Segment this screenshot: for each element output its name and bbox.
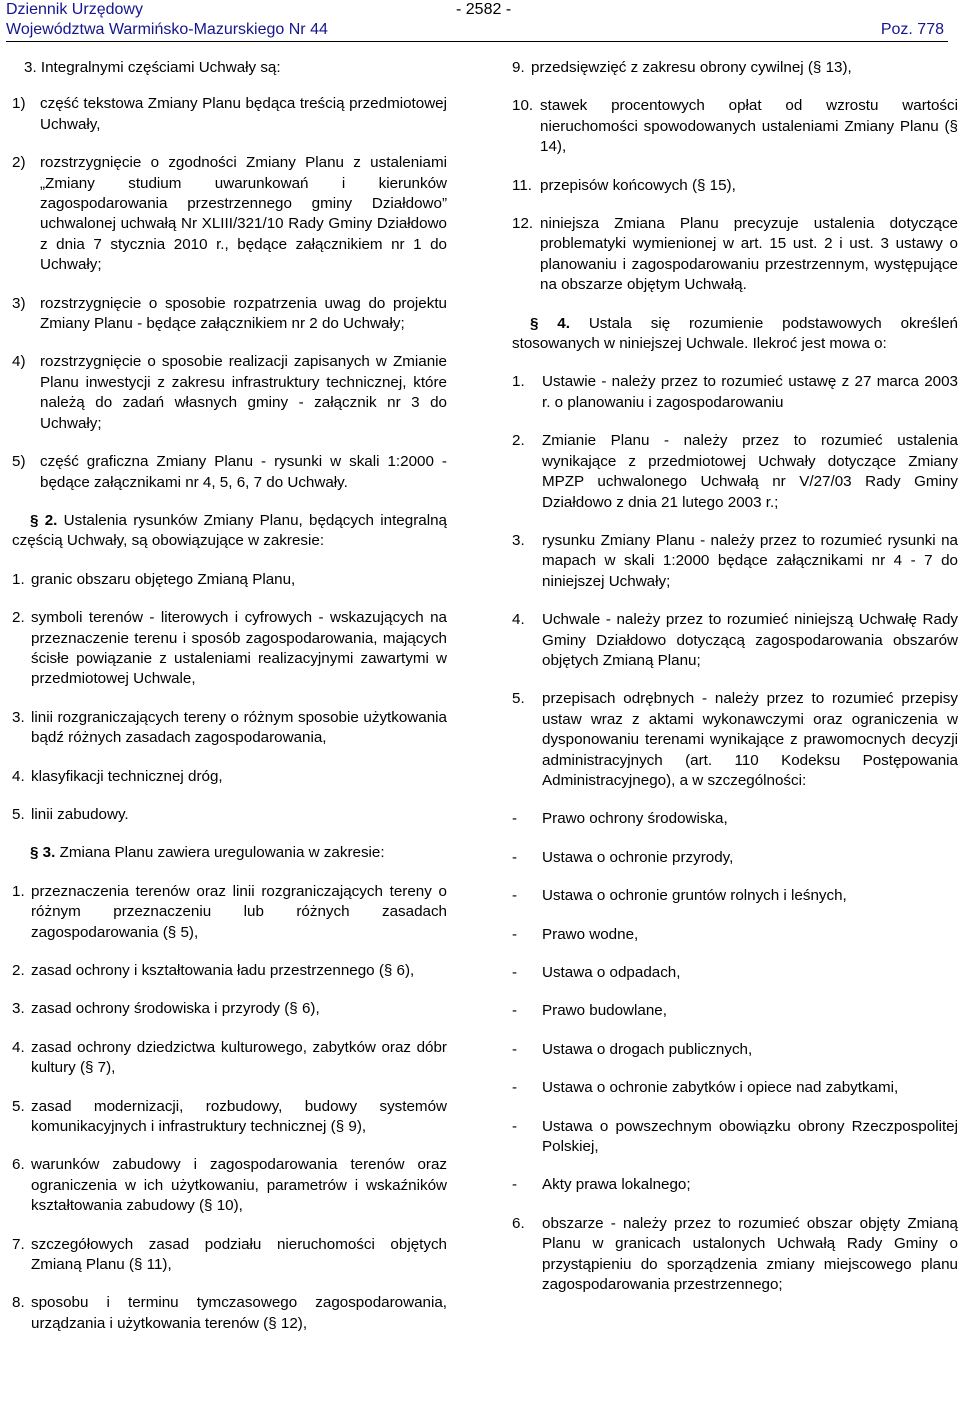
item-text: część graficzna Zmiany Planu - rysunki w skali 1:2000 - będące załącznikami nr 4, 5, 6, 7 do Uchwały. (40, 453, 447, 491)
list-item (12, 961, 447, 981)
item-number: 10. (512, 97, 534, 115)
item-text: sposobu i terminu tymczasowego zagospodarowania, urządzania i użytkowania terenów (§ 12), (31, 1294, 447, 1332)
act-name: Ustawa o odpadach, (542, 964, 681, 981)
item-text: Uchwale - należy przez to rozumieć niniejszą Uchwałę Rady Gminy Działdowo dotyczącą zagospodarowania obszarów objętych Zmianą Planu; (542, 611, 958, 669)
act-list-item (512, 1078, 958, 1098)
act-name: Prawo budowlane, (542, 1002, 667, 1020)
list-item (512, 689, 958, 791)
item-number: 12. (512, 215, 534, 233)
item-number: 4) (12, 353, 26, 371)
item-number: 1. (512, 373, 525, 391)
act-name: Prawo wodne, (542, 925, 639, 943)
act-name: Ustawa o ochronie przyrody, (542, 848, 734, 866)
item-text: zasad ochrony dziedzictwa kulturowego, zabytków oraz dóbr kultury (§ 7), (31, 1038, 447, 1077)
item-number: 5. (12, 1097, 25, 1115)
page-number: - 2582 - (456, 1, 512, 18)
item-number: 3. (12, 708, 25, 726)
item-number: 3. (12, 1000, 25, 1018)
list-item (12, 1097, 447, 1138)
item-text: rozstrzygnięcie o sposobie realizacji zapisanych w Zmianie Planu inwestycji z zakresu infrastruktury technicznej, które należą do zadań własnych gminy - załącznik nr 3 do Uchwały; (40, 353, 447, 432)
item-text: część tekstowa Zmiany Planu będąca treścią przedmiotowej Uchwały, (40, 95, 447, 133)
item-text: rozstrzygnięcie o zgodności Zmiany Planu z ustaleniami „Zmiany studium uwarunkowań i kierunków zagospodarowania przestrzennego gminy Działdowo” uchwalonej uchwałą Nr XLIII/321/10 Rady Gminy Działdowo z dnia 7 stycznia 2010 r., będące załącznikiem nr 1 do Uchwały; (40, 154, 447, 274)
item-text: warunków zabudowy i zagospodarowania terenów oraz ograniczenia w ich użytkowaniu, parametrów i wskaźników kształtowania zabudowy (§ 10), (31, 1156, 447, 1215)
item-text: przepisach odrębnych - należy przez to rozumieć przepisy ustaw wraz z aktami wykonawczymi oraz ograniczenia w dysponowaniu terenami wynikające z prawomocnych decyzji administracyjnych (art. 110 Kodeksu Postępowania Administracyjnego), a w szczególności: (542, 690, 958, 789)
item-number: 5. (12, 805, 25, 823)
item-number: 4. (12, 767, 25, 785)
section-number: § 3. (30, 844, 56, 862)
item-text: Zmianie Planu - należy przez to rozumieć ustalenia wynikające z przedmiotowej Uchwały dotyczące Zmiany MPZP uchwalonego Uchwałą nr V/27/03 Rady Gminy Działdowo z dnia 21 lutego 2003 r.; (542, 432, 958, 511)
item-text: zasad ochrony i kształtowania ładu przestrzennego (§ 6), (31, 962, 415, 979)
item-text: granic obszaru objętego Zmianą Planu, (31, 570, 296, 588)
section-text: Ustala się rozumienie podstawowych określeń stosowanych w niniejszej Uchwale. Ilekroć jest mowa o: (512, 314, 958, 353)
act-list-item (512, 963, 958, 983)
dash-bullet: - (512, 1079, 518, 1097)
act-name: Ustawa o drogach publicznych, (542, 1040, 753, 1058)
item-text: linii zabudowy. (31, 805, 129, 823)
list-item (512, 1214, 958, 1296)
act-list-item (512, 848, 958, 868)
list-item (512, 531, 958, 592)
parts-intro: 3. Integralnymi częściami Uchwały są: (24, 59, 281, 76)
item-number: 3. (512, 531, 525, 549)
section-2 (12, 511, 447, 552)
item-text: symboli terenów - literowych i cyfrowych - wskazujących na przeznaczenie terenu i sposób zagospodarowania, mających ścisłe powiązanie z ustaleniami realizacyjnymi zawartymi w przedmiotowej Uchwale, (31, 609, 447, 688)
act-list-item (512, 1001, 958, 1021)
item-number: 11. (512, 176, 532, 194)
act-name: Ustawa o powszechnym obowiązku obrony Rzeczpospolitej Polskiej, (542, 1117, 958, 1156)
list-item (12, 708, 447, 749)
item-number: 6. (12, 1156, 25, 1174)
item-number: 1. (12, 570, 25, 588)
item-text: przepisów końcowych (§ 15), (540, 176, 736, 194)
list-item (12, 608, 447, 690)
list-item (12, 570, 447, 590)
item-text: Ustawie - należy przez to rozumieć ustawę z 27 marca 2003 r. o planowaniu i zagospodarowaniu (542, 373, 958, 411)
item-text: rozstrzygnięcie o sposobie rozpatrzenia uwag do projektu Zmiany Planu - będące załącznikiem nr 2 do Uchwały; (40, 294, 447, 333)
act-name: Ustawa o ochronie zabytków i opiece nad zabytkami, (542, 1079, 899, 1097)
dash-bullet: - (512, 925, 518, 943)
dash-bullet: - (512, 1117, 518, 1135)
item-text: szczegółowych zasad podziału nieruchomości objętych Zmianą Planu (§ 11), (31, 1235, 447, 1274)
item-number: 2. (12, 609, 25, 627)
item-number: 5) (12, 453, 26, 471)
item-number: 1) (12, 95, 26, 113)
item-number: 2. (512, 432, 525, 450)
act-list-item (512, 809, 958, 829)
list-item (12, 1155, 447, 1216)
item-number: 1. (12, 882, 25, 900)
item-text: stawek procentowych opłat od wzrostu wartości nieruchomości spowodowanych ustaleniami Zmiany Planu (§ 14), (540, 97, 958, 156)
list-item (12, 882, 447, 943)
list-item (512, 176, 958, 196)
item-text: linii rozgraniczających tereny o różnym sposobie użytkowania bądź różnych zasadach zagospodarowania, (31, 708, 447, 747)
list-item (12, 94, 447, 135)
dash-bullet: - (512, 1176, 518, 1194)
dash-bullet: - (512, 964, 518, 981)
list-item (512, 96, 958, 157)
act-name: Prawo ochrony środowiska, (542, 810, 728, 828)
dash-bullet: - (512, 1002, 518, 1020)
item-text: przeznaczenia terenów oraz linii rozgraniczających tereny o różnym przeznaczeniu lub różnych zasadach zagospodarowania (§ 5), (31, 882, 447, 941)
item-number: 5. (512, 690, 525, 708)
act-list-item (512, 1117, 958, 1158)
page-header (6, 0, 948, 42)
dash-bullet: - (512, 1040, 518, 1058)
act-name: Akty prawa lokalnego; (542, 1176, 691, 1194)
section-text: Zmiana Planu zawiera uregulowania w zakresie: (59, 844, 385, 862)
list-item (512, 214, 958, 296)
section-3 (12, 843, 447, 863)
journal-title: Dziennik Urzędowy (6, 1, 143, 18)
act-list-item (512, 1040, 958, 1060)
item-text: obszarze - należy przez to rozumieć obszar objęty Zmianą Planu w granicach ustalonych Uchwałą Rady Gminy o przystąpieniu do sporządzenia zmiany miejscowego planu zagospodarowania przestrzennego; (542, 1214, 958, 1294)
list-item (12, 1293, 447, 1334)
act-list-item (512, 925, 958, 945)
acts-list (512, 809, 958, 1195)
list-item (12, 153, 447, 275)
list-item (12, 1038, 447, 1079)
position-number: Poz. 778 (880, 21, 944, 38)
list-item (512, 610, 958, 671)
item-text: klasyfikacji technicznej dróg, (31, 767, 223, 785)
journal-subtitle: Województwa Warmińsko-Mazurskiego Nr 44 (6, 21, 328, 38)
section-4 (512, 314, 958, 355)
item-text: zasad modernizacji, rozbudowy, budowy systemów komunikacyjnych i infrastruktury technicznej (§ 9), (31, 1097, 447, 1136)
act-list-item (512, 1175, 958, 1195)
list-item (12, 352, 447, 434)
list-item (512, 431, 958, 513)
item-number: 4. (512, 611, 525, 629)
item-text: przedsięwzięć z zakresu obrony cywilnej (§ 13), (531, 59, 852, 76)
list-item (12, 1235, 447, 1276)
item-number: 8. (12, 1294, 25, 1312)
item-number: 6. (512, 1214, 525, 1232)
item-number: 2. (12, 962, 25, 979)
list-item (12, 294, 447, 335)
item-number: 2) (12, 154, 26, 172)
list-item (12, 452, 447, 493)
left-column (12, 58, 447, 1352)
dash-bullet: - (512, 887, 518, 905)
act-list-item (512, 886, 958, 906)
dash-bullet: - (512, 848, 518, 866)
list-item (512, 372, 958, 413)
item-number: 9. (512, 59, 525, 76)
list-item (12, 805, 447, 825)
list-item (512, 58, 958, 78)
item-text: zasad ochrony środowiska i przyrody (§ 6), (31, 1000, 320, 1018)
dash-bullet: - (512, 810, 518, 828)
section-text: Ustalenia rysunków Zmiany Planu, będących integralną częścią Uchwały, są obowiązujące w zakresie: (12, 511, 447, 550)
section-number: § 2. (30, 511, 58, 529)
list-item (12, 999, 447, 1019)
section-number: § 4. (530, 314, 570, 332)
act-name: Ustawa o ochronie gruntów rolnych i leśnych, (542, 887, 847, 905)
item-number: 7. (12, 1235, 25, 1253)
item-text: niniejsza Zmiana Planu precyzuje ustalenia dotyczące problematyki wymienionej w art. 15 ust. 2 i ust. 3 ustawy o planowaniu i zagospodarowaniu przestrzennym, występujące na obszarze objętym Uchwałą. (540, 215, 958, 294)
list-item (12, 767, 447, 787)
item-number: 4. (12, 1038, 25, 1056)
right-column (512, 58, 958, 1313)
item-text: rysunku Zmiany Planu - należy przez to rozumieć rysunki na mapach w skali 1:2000 będące załącznikami nr 4 - 7 do niniejszej Uchwały; (542, 531, 958, 590)
item-number: 3) (12, 294, 26, 312)
